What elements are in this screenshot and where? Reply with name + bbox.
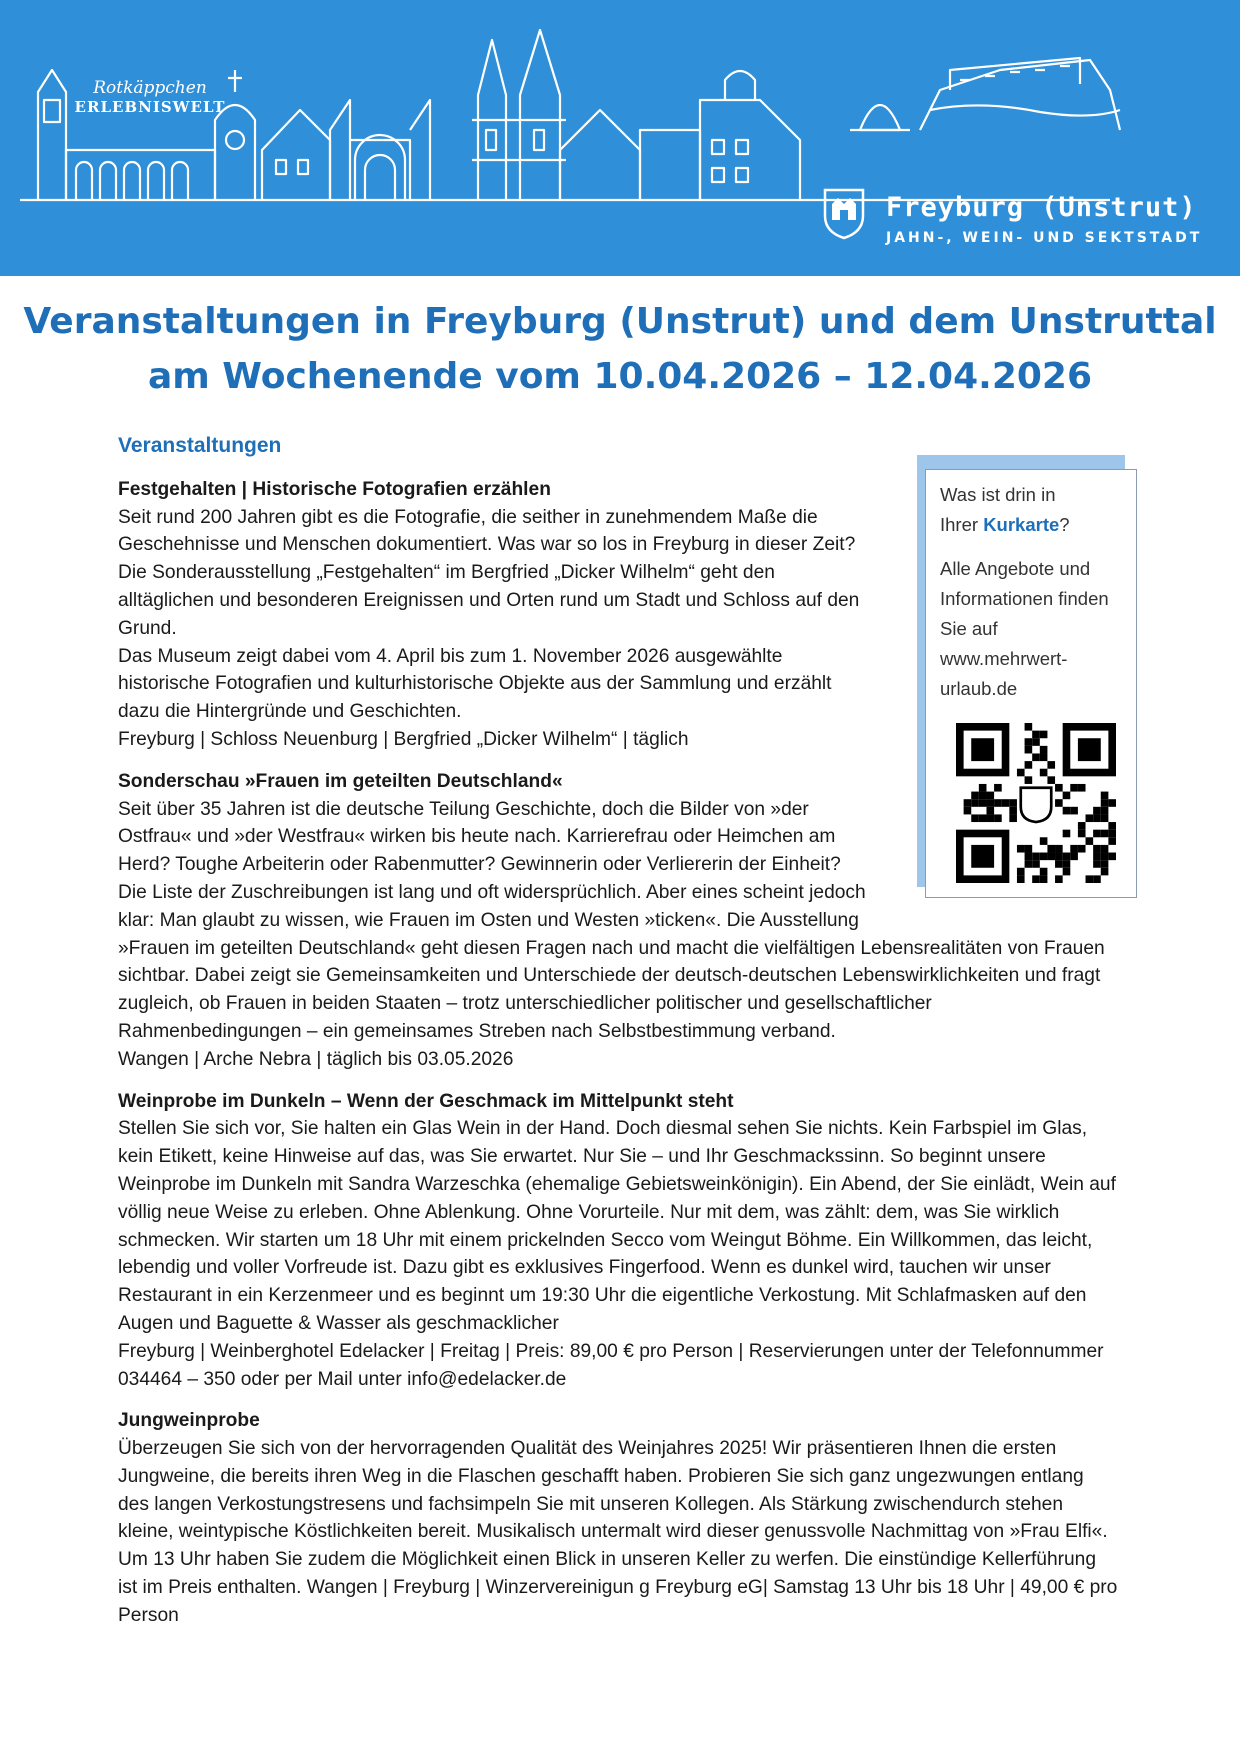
event-title: Festgehalten | Historische Fotografien erzählen <box>118 478 551 500</box>
header-banner <box>0 0 1240 276</box>
kurkarte-info: Alle Angebote und Informationen finden Sie auf www.mehrwert-urlaub.de <box>940 558 1109 699</box>
event-paragraph: Seit rund 200 Jahren gibt es die Fotografie, die seither in zunehmendem Maße die Geschehnisse und Menschen dokumentiert. Was war so los in Freyburg in dieser Zeit? <box>118 506 856 556</box>
kurkarte-highlight: Kurkarte <box>983 514 1060 535</box>
event-location: Freyburg | Weinberghotel Edelacker | Freitag | Preis: 89,00 € pro Person | Reservierungen unter der Telefonnummer 034464 – 350 oder per Mail unter info@edelacker.de <box>118 1340 1104 1390</box>
main-content <box>118 432 1118 1644</box>
event-paragraph: Überzeugen Sie sich von der hervorragenden Qualität des Weinjahres 2025! Wir präsentieren Ihnen die ersten Jungweine, die bereits ihren Weg in die Flaschen geschafft haben. Probieren Sie sich ganz ungezwungen entlang des langen Verkostungstresens und fachsimpeln Sie mit unseren Kollegen. Als Stärkung zwischendurch stehen kleine, weintypische Köstlichkeiten bereit. Musikalisch untermalt wird dieser genussvolle Nachmittag von »Frau Elfi«. Um 13 Uhr haben Sie zudem die Möglichkeit einen Blick in unseren Keller zu werfen. Die einstündige Kellerführung ist im Preis enthalten. Wangen | Freyburg | Winzervereinigun g Freyburg eG| Samstag 13 Uhr bis 18 Uhr | 49,00 € pro Person <box>118 1438 1118 1626</box>
logo-script: Rotkäppchen <box>93 78 207 98</box>
town-crest-icon <box>822 186 866 240</box>
kurkarte-line-2-suffix: ? <box>1059 514 1070 535</box>
event-item <box>118 1407 1118 1629</box>
event-paragraph: Das Museum zeigt dabei vom 4. April bis zum 1. November 2026 ausgewählte historische Fotografien und kulturhistorische Objekte aus der Sammlung und erzählt dazu die Hintergründe und Geschichten. <box>118 645 832 723</box>
event-title: Sonderschau »Frauen im geteilten Deutschland« <box>118 770 563 792</box>
town-tagline: JAHN-, WEIN- UND SEKTSTADT <box>886 230 1203 246</box>
town-name: Freyburg (Unstrut) <box>886 192 1197 223</box>
title-line-1: Veranstaltungen in Freyburg (Unstrut) und dem Unstruttal <box>23 301 1217 342</box>
title-line-2: am Wochenende vom 10.04.2026 – 12.04.2026 <box>147 356 1093 397</box>
rotkaeppchen-logo <box>60 78 240 116</box>
town-brand <box>822 186 1222 256</box>
section-heading: Veranstaltungen <box>118 434 282 457</box>
logo-name: ERLEBNISWELT <box>74 98 226 116</box>
event-location: Freyburg | Schloss Neuenburg | Bergfried „Dicker Wilhelm“ | täglich <box>118 728 689 750</box>
event-title: Jungweinprobe <box>118 1410 260 1432</box>
kurkarte-line-2-prefix: Ihrer <box>940 514 984 535</box>
event-item <box>118 1088 1118 1394</box>
page-title <box>0 294 1240 404</box>
event-location: Wangen | Arche Nebra | täglich bis 03.05.2026 <box>118 1048 514 1070</box>
event-title: Weinprobe im Dunkeln – Wenn der Geschmack im Mittelpunkt steht <box>118 1090 734 1112</box>
event-paragraph: Die Sonderausstellung „Festgehalten“ im Bergfried „Dicker Wilhelm“ geht den alltäglichen und besonderen Ereignissen und Orten rund um Stadt und Schloss auf den Grund. <box>118 562 860 639</box>
event-paragraph: Seit über 35 Jahren ist die deutsche Teilung Geschichte, doch die Bilder von »der Ostfrau« und »der Westfrau« wirken bis heute nach. Karrierefrau oder Heimchen am Herd? Toughe Arbeiterin oder Rabenmutter? Gewinnerin oder Verliererin der Einheit? Die Liste der Zuschreibungen ist lang und oft widersprüchlich. Aber eines scheint jedoch klar: Man glaubt zu wissen, wie Frauen im Osten und Westen »ticken«. Die Ausstellung »Frauen im geteilten Deutschland« geht diesen Fragen nach und macht die vielfältigen Lebensrealitäten von Frauen sichtbar. Dabei zeigt sie Gemeinsamkeiten und Unterschiede der deutsch-deutschen Lebenswirklichkeiten und fragt zugleich, ob Frauen in beiden Staaten – trotz unterschiedlicher politischer und gesellschaftlicher Rahmenbedingungen – ein gemeinsames Streben nach Selbstbestimmung verband. <box>118 798 1105 1042</box>
event-paragraph: Stellen Sie sich vor, Sie halten ein Glas Wein in der Hand. Doch diesmal sehen Sie nichts. Kein Farbspiel im Glas, kein Etikett, keine Hinweise auf das, was Sie erwartet. Nur Sie – und Ihr Geschmackssinn. So beginnt unsere Weinprobe im Dunkeln mit Sandra Warzeschka (ehemalige Gebietsweinkönigin). Ein Abend, der Sie einlädt, Wein auf völlig neue Weise zu erleben. Ohne Ablenkung. Ohne Vorurteile. Nur mit dem, was zählt: dem, was Sie wirklich schmecken. Wir starten um 18 Uhr mit einem prickelnden Secco vom Weingut Böhme. Ein Willkommen, das leicht, lebendig und voller Vorfreude ist. Dazu gibt es exklusives Fingerfood. Wenn es dunkel wird, tauchen wir unser Restaurant in ein Kerzenmeer und es beginnt um 19:30 Uhr die eigentliche Verkostung. Mit Schlafmasken auf den Augen und Baguette & Wasser als geschmacklicher <box>118 1118 1116 1334</box>
kurkarte-line-1: Was ist drin in <box>940 484 1056 505</box>
box-float-spacer <box>894 476 1124 924</box>
